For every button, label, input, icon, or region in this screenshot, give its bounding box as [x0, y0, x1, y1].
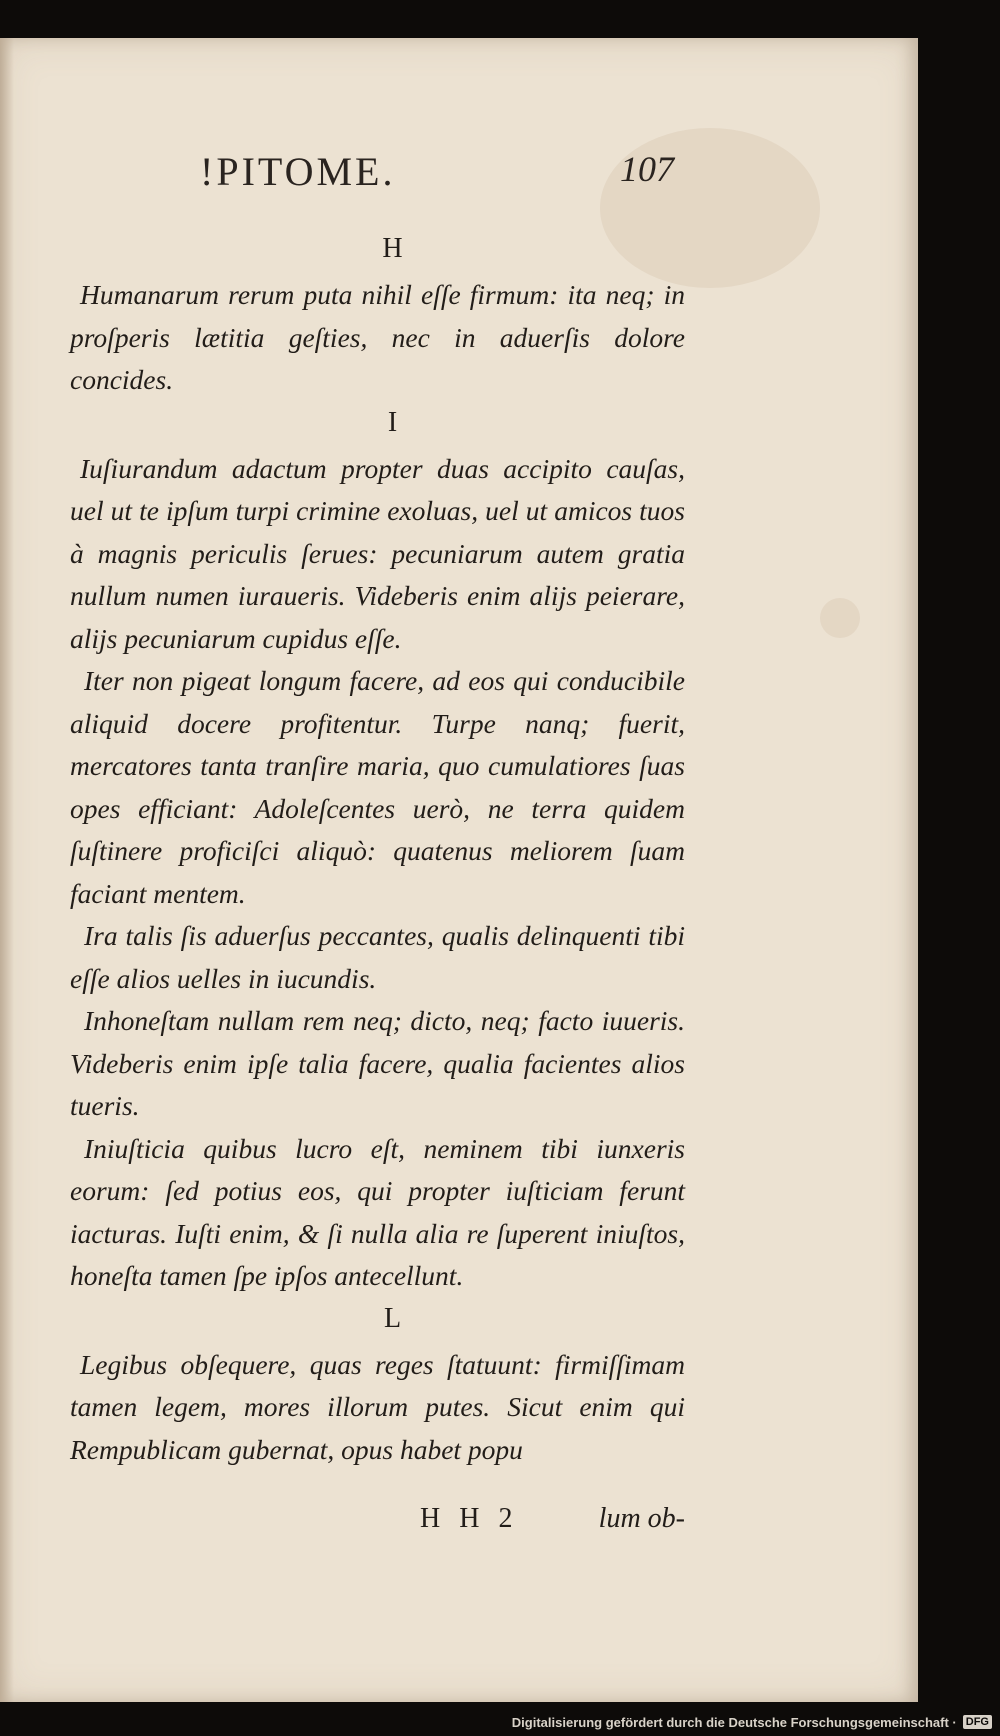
paragraph: Inhoneſtam nullam rem neq; dicto, neq; facto iuueris. Videberis enim ipſe talia facere, qualia facientes alios tueris. [70, 1005, 685, 1121]
section-letter-i: I [387, 406, 398, 438]
signature-mark: H H 2 [420, 1503, 519, 1534]
page-gutter-shadow [0, 38, 14, 1702]
paragraph: Iter non pigeat longum facere, ad eos qui conducibile aliquid docere profitentur. Turpe nanq; fuerit, mercatores tanta tranſire maria, quo cumulatiores ſuas opes efficiant: Adoleſcentes uerò, ne terra quidem ſuſtinere proficiſci aliquò: quatenus meliorem ſuam faciant mentem. [70, 665, 685, 909]
page-body [70, 228, 685, 1471]
paragraph: Legibus obſequere, quas reges ſtatuunt: firmiſſimam tamen legem, mores illorum putes. Sicut enim qui Rempublicam gubernat, opus habet popu [70, 1348, 685, 1465]
section-letter-l: L [383, 1302, 402, 1334]
credit-text: Digitalisierung gefördert durch die Deutsche Forschungsgemeinschaft · [511, 1714, 957, 1730]
paragraph: Iniuſticia quibus lucro eſt, neminem tibi iunxeris eorum: ſed potius eos, qui propter iuſticiam ferunt iacturas. Iuſti enim, & ſi nulla alia re ſuperent iniuſtos, honeſta tamen ſpe ipſos antecellunt. [70, 1132, 685, 1291]
section-letter-h: H [382, 233, 403, 264]
paragraph: Humanarum rerum puta nihil eſſe firmum: ita neq; in proſperis lætitia geſties, nec in aduerſis dolore concides. [70, 279, 685, 395]
digitization-credit [0, 1708, 1000, 1736]
paper-stain [820, 598, 860, 638]
running-head: !PITOME. [200, 149, 396, 194]
book-page [0, 38, 918, 1702]
paragraph: Ira talis ſis aduerſus peccantes, qualis delinquenti tibi eſſe alios uelles in iucundis. [70, 920, 685, 994]
catchword: lum ob- [598, 1503, 685, 1534]
paragraph: Iuſiurandum adactum propter duas accipito cauſas, uel ut te ipſum turpi crimine exoluas, uel ut amicos tuos à magnis periculis ſerues: pecuniarum autem gratia nullum numen iuraueris. Videberis enim alijs peierare, alijs pecuniarum cupidus eſſe. [70, 452, 685, 654]
dfg-logo: DFG [963, 1715, 992, 1729]
page-number: 107 [620, 149, 674, 189]
